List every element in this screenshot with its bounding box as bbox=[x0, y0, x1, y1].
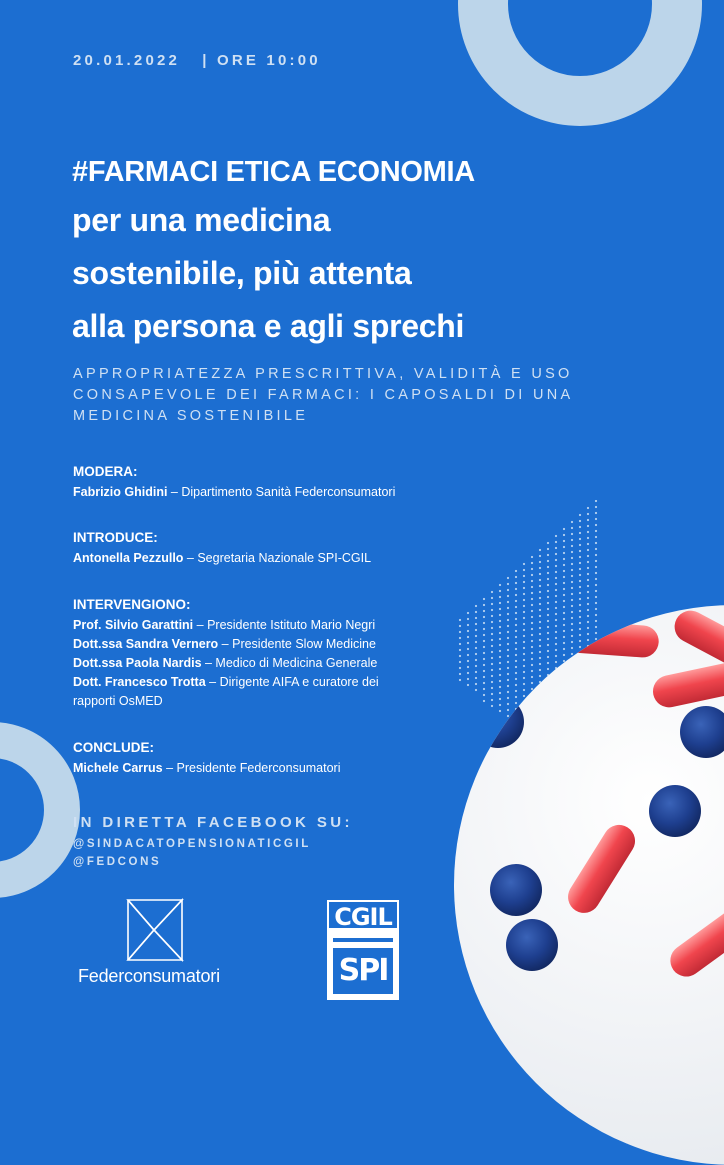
blue-pill bbox=[506, 919, 558, 971]
red-capsule bbox=[564, 620, 660, 658]
halftone-dot bbox=[579, 550, 581, 552]
speaker-role: – Presidente Istituto Mario Negri bbox=[193, 618, 376, 632]
halftone-dot bbox=[547, 578, 549, 580]
halftone-dot bbox=[507, 595, 509, 597]
halftone-dot bbox=[547, 590, 549, 592]
section-heading: INTRODUCE: bbox=[73, 530, 158, 545]
halftone-dot bbox=[547, 572, 549, 574]
halftone-dot bbox=[523, 575, 525, 577]
halftone-dot bbox=[571, 545, 573, 547]
speaker-line-continuation: rapporti OsMED bbox=[73, 694, 163, 708]
pills-photo bbox=[454, 605, 724, 1165]
speaker-name: Dott.ssa Paola Nardis bbox=[73, 656, 202, 670]
halftone-dot bbox=[539, 567, 541, 569]
title-line-2: per una medicina bbox=[72, 202, 331, 238]
halftone-dot bbox=[539, 573, 541, 575]
halftone-dot bbox=[547, 566, 549, 568]
halftone-dot bbox=[555, 571, 557, 573]
section-conclude bbox=[73, 740, 341, 778]
halftone-dot bbox=[499, 584, 501, 586]
halftone-dot bbox=[499, 590, 501, 592]
halftone-dot bbox=[515, 594, 517, 596]
federconsumatori-logo-icon bbox=[124, 898, 186, 962]
halftone-dot bbox=[595, 512, 597, 514]
speaker-role: – Dipartimento Sanità Federconsumatori bbox=[167, 485, 396, 499]
halftone-dot bbox=[579, 562, 581, 564]
halftone-dot bbox=[587, 543, 589, 545]
section-heading: INTERVENGIONO: bbox=[73, 597, 191, 612]
halftone-dot bbox=[563, 546, 565, 548]
halftone-dot bbox=[491, 591, 493, 593]
halftone-dot bbox=[555, 601, 557, 603]
halftone-dot bbox=[563, 534, 565, 536]
halftone-dot bbox=[579, 526, 581, 528]
red-capsule bbox=[562, 819, 641, 919]
halftone-dot bbox=[547, 596, 549, 598]
halftone-dot bbox=[587, 531, 589, 533]
speaker-line bbox=[73, 654, 379, 673]
spi-text: SPI bbox=[333, 948, 393, 994]
halftone-dot bbox=[579, 568, 581, 570]
section-heading: CONCLUDE: bbox=[73, 740, 154, 755]
halftone-dot bbox=[539, 579, 541, 581]
halftone-dot bbox=[579, 580, 581, 582]
halftone-dot bbox=[579, 556, 581, 558]
cgil-text: CGIL bbox=[327, 900, 399, 930]
halftone-dot bbox=[579, 520, 581, 522]
halftone-dot bbox=[539, 549, 541, 551]
halftone-dot bbox=[579, 574, 581, 576]
speaker-name: Michele Carrus bbox=[73, 761, 163, 775]
blue-pill bbox=[490, 864, 542, 916]
halftone-dot bbox=[595, 536, 597, 538]
halftone-dot bbox=[547, 560, 549, 562]
halftone-dot bbox=[499, 602, 501, 604]
section-modera bbox=[73, 464, 395, 502]
halftone-dot bbox=[483, 598, 485, 600]
halftone-dot bbox=[595, 590, 597, 592]
halftone-dot bbox=[587, 537, 589, 539]
halftone-dot bbox=[547, 584, 549, 586]
halftone-dot bbox=[587, 513, 589, 515]
halftone-dot bbox=[571, 539, 573, 541]
halftone-dot bbox=[595, 554, 597, 556]
halftone-dot bbox=[563, 582, 565, 584]
red-capsule bbox=[669, 605, 724, 676]
halftone-dot bbox=[571, 581, 573, 583]
halftone-dot bbox=[595, 584, 597, 586]
facebook-handle-fedcons[interactable]: @FEDCONS bbox=[73, 856, 162, 868]
section-intervengono bbox=[73, 597, 379, 711]
halftone-dot bbox=[539, 555, 541, 557]
halftone-dot bbox=[587, 585, 589, 587]
halftone-dot bbox=[555, 565, 557, 567]
speaker-name: Dott. Francesco Trotta bbox=[73, 675, 206, 689]
event-title bbox=[72, 150, 632, 353]
halftone-dot bbox=[571, 551, 573, 553]
halftone-dot bbox=[523, 593, 525, 595]
halftone-dot bbox=[563, 552, 565, 554]
halftone-dot bbox=[539, 597, 541, 599]
speaker-line bbox=[73, 635, 379, 654]
speaker-role: – Presidente Slow Medicine bbox=[218, 637, 376, 651]
speaker-line bbox=[73, 673, 379, 692]
decorative-ring-top bbox=[458, 0, 702, 126]
halftone-dot bbox=[595, 524, 597, 526]
halftone-dot bbox=[587, 579, 589, 581]
speaker-line bbox=[73, 759, 341, 778]
cgil-divider bbox=[333, 938, 393, 942]
halftone-dot bbox=[555, 595, 557, 597]
halftone-dot bbox=[515, 570, 517, 572]
halftone-dot bbox=[547, 602, 549, 604]
speaker-line bbox=[73, 549, 371, 568]
halftone-dot bbox=[555, 553, 557, 555]
halftone-dot bbox=[579, 598, 581, 600]
speaker-name: Prof. Silvio Garattini bbox=[73, 618, 194, 632]
event-date bbox=[73, 52, 321, 69]
halftone-dot bbox=[595, 602, 597, 604]
halftone-dot bbox=[595, 500, 597, 502]
speaker-line bbox=[73, 616, 379, 635]
halftone-dot bbox=[547, 542, 549, 544]
halftone-dot bbox=[579, 538, 581, 540]
halftone-dot bbox=[595, 506, 597, 508]
halftone-dot bbox=[515, 588, 517, 590]
halftone-dot bbox=[499, 596, 501, 598]
halftone-dot bbox=[531, 574, 533, 576]
halftone-dot bbox=[563, 588, 565, 590]
section-heading: MODERA: bbox=[73, 464, 138, 479]
halftone-dot bbox=[507, 577, 509, 579]
halftone-dot bbox=[595, 548, 597, 550]
halftone-dot bbox=[555, 541, 557, 543]
halftone-dot bbox=[563, 576, 565, 578]
decorative-ring-left bbox=[0, 722, 80, 898]
halftone-dot bbox=[587, 573, 589, 575]
halftone-dot bbox=[555, 547, 557, 549]
halftone-dot bbox=[547, 548, 549, 550]
speaker-role: – Segretaria Nazionale SPI-CGIL bbox=[183, 551, 372, 565]
halftone-dot bbox=[507, 583, 509, 585]
halftone-dot bbox=[595, 530, 597, 532]
halftone-dot bbox=[595, 560, 597, 562]
halftone-dot bbox=[563, 528, 565, 530]
halftone-dot bbox=[531, 580, 533, 582]
halftone-dot bbox=[587, 519, 589, 521]
halftone-dot bbox=[547, 554, 549, 556]
speaker-name: Dott.ssa Sandra Vernero bbox=[73, 637, 219, 651]
halftone-dot bbox=[515, 582, 517, 584]
halftone-dot bbox=[563, 594, 565, 596]
halftone-dot bbox=[571, 575, 573, 577]
halftone-dot bbox=[571, 533, 573, 535]
blue-pill bbox=[472, 696, 524, 748]
time-text: | ORE 10:00 bbox=[202, 52, 321, 69]
red-capsule bbox=[650, 659, 724, 710]
halftone-dot bbox=[587, 525, 589, 527]
halftone-dot bbox=[571, 521, 573, 523]
halftone-dot bbox=[523, 587, 525, 589]
halftone-dot bbox=[539, 585, 541, 587]
halftone-dot bbox=[555, 535, 557, 537]
halftone-dot bbox=[571, 527, 573, 529]
halftone-dot bbox=[571, 599, 573, 601]
halftone-dot bbox=[579, 592, 581, 594]
halftone-dot bbox=[563, 570, 565, 572]
halftone-dot bbox=[587, 549, 589, 551]
halftone-dot bbox=[587, 567, 589, 569]
date-text: 20.01.2022 bbox=[73, 52, 181, 69]
halftone-dot bbox=[531, 598, 533, 600]
halftone-dot bbox=[595, 542, 597, 544]
halftone-dot bbox=[587, 591, 589, 593]
halftone-dot bbox=[515, 576, 517, 578]
blue-pill bbox=[680, 706, 724, 758]
halftone-dot bbox=[555, 589, 557, 591]
title-line-4: alla persona e agli sprechi bbox=[72, 308, 465, 344]
halftone-dot bbox=[595, 596, 597, 598]
halftone-dot bbox=[595, 566, 597, 568]
halftone-dot bbox=[539, 591, 541, 593]
blue-pill bbox=[649, 785, 701, 837]
halftone-dot bbox=[579, 544, 581, 546]
halftone-dot bbox=[531, 592, 533, 594]
halftone-dot bbox=[555, 577, 557, 579]
halftone-dot bbox=[595, 578, 597, 580]
live-heading: IN DIRETTA FACEBOOK SU: bbox=[73, 814, 353, 831]
halftone-dot bbox=[563, 564, 565, 566]
halftone-dot bbox=[563, 600, 565, 602]
halftone-dot bbox=[563, 558, 565, 560]
cgil-spi-logo-icon bbox=[327, 900, 399, 1000]
halftone-dot bbox=[531, 586, 533, 588]
halftone-dot bbox=[563, 540, 565, 542]
halftone-dot bbox=[515, 600, 517, 602]
speaker-role: – Presidente Federconsumatori bbox=[162, 761, 341, 775]
halftone-dot bbox=[571, 593, 573, 595]
speaker-name: Antonella Pezzullo bbox=[73, 551, 184, 565]
speaker-line bbox=[73, 483, 395, 502]
halftone-dot bbox=[587, 561, 589, 563]
halftone-dot bbox=[555, 559, 557, 561]
halftone-dot bbox=[507, 601, 509, 603]
halftone-dot bbox=[523, 563, 525, 565]
halftone-dot bbox=[507, 589, 509, 591]
halftone-dot bbox=[587, 555, 589, 557]
halftone-dot bbox=[539, 561, 541, 563]
halftone-dot bbox=[571, 569, 573, 571]
section-introduce bbox=[73, 530, 371, 568]
halftone-dot bbox=[579, 586, 581, 588]
event-subtitle: APPROPRIATEZZA PRESCRITTIVA, VALIDITÀ E USO CONSAPEVOLE DEI FARMACI: I CAPOSALDI DI UNA MEDICINA SOSTENIBILE bbox=[73, 366, 573, 424]
facebook-handle-sindacato[interactable]: @SINDACATOPENSIONATICGIL bbox=[73, 838, 311, 850]
halftone-dot bbox=[523, 599, 525, 601]
title-line-1: #FARMACI ETICA ECONOMIA bbox=[72, 156, 475, 188]
halftone-dot bbox=[571, 557, 573, 559]
halftone-dot bbox=[595, 572, 597, 574]
halftone-dot bbox=[579, 532, 581, 534]
halftone-dot bbox=[571, 563, 573, 565]
halftone-dot bbox=[579, 514, 581, 516]
halftone-dot bbox=[595, 518, 597, 520]
halftone-dot bbox=[531, 556, 533, 558]
halftone-dot bbox=[587, 507, 589, 509]
halftone-dot bbox=[531, 568, 533, 570]
federconsumatori-logo-text: Federconsumatori bbox=[78, 966, 220, 986]
halftone-dot bbox=[523, 581, 525, 583]
halftone-dot bbox=[571, 587, 573, 589]
halftone-dot bbox=[555, 583, 557, 585]
halftone-dot bbox=[531, 562, 533, 564]
speaker-role: – Dirigente AIFA e curatore dei bbox=[205, 675, 379, 689]
red-capsule bbox=[664, 901, 724, 983]
halftone-dot bbox=[587, 597, 589, 599]
speaker-role: – Medico di Medicina Generale bbox=[201, 656, 378, 670]
halftone-dot bbox=[491, 597, 493, 599]
speaker-name: Fabrizio Ghidini bbox=[73, 485, 168, 499]
title-line-3: sostenibile, più attenta bbox=[72, 255, 412, 291]
halftone-dot bbox=[523, 569, 525, 571]
